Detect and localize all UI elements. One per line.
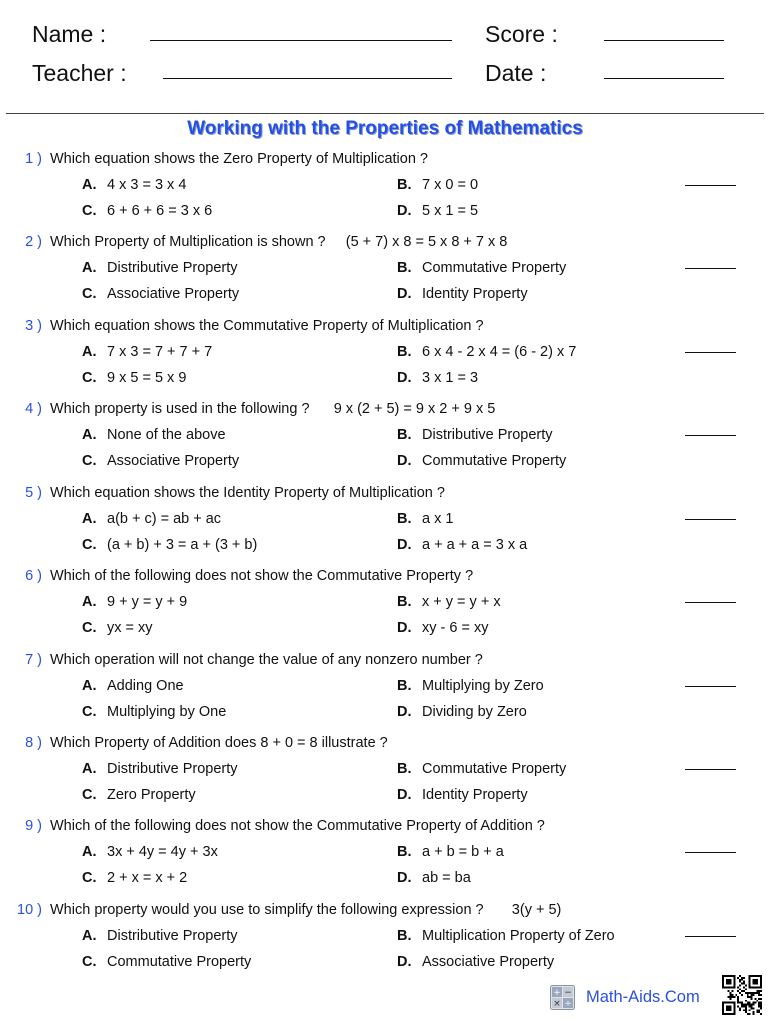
- option-letter: D.: [397, 870, 412, 886]
- option-text: Commutative Property: [422, 260, 567, 276]
- option-text: 5 x 1 = 5: [422, 203, 479, 219]
- option-letter: C.: [82, 203, 97, 219]
- option-letter: D.: [397, 787, 412, 803]
- option-letter: A.: [82, 844, 97, 860]
- option-letter: C.: [82, 370, 97, 386]
- question-6: [0, 568, 770, 652]
- option-text: a x 1: [422, 511, 454, 527]
- option-text: 7 x 3 = 7 + 7 + 7: [107, 344, 213, 360]
- option-letter: B.: [397, 427, 412, 443]
- calculator-icon: [550, 985, 575, 1010]
- answer-blank[interactable]: [685, 352, 736, 353]
- answer-option[interactable]: [397, 260, 566, 276]
- answer-option[interactable]: [397, 427, 553, 443]
- svg-text:÷: ÷: [564, 999, 572, 1009]
- answer-option[interactable]: [82, 704, 226, 720]
- question-8: [0, 735, 770, 819]
- option-letter: D.: [397, 537, 412, 553]
- answer-option[interactable]: [397, 678, 544, 694]
- option-text: a(b + c) = ab + ac: [107, 511, 222, 527]
- option-text: Multiplying by One: [107, 704, 227, 720]
- question-3: [0, 318, 770, 402]
- option-text: Commutative Property: [422, 761, 567, 777]
- option-letter: D.: [397, 704, 412, 720]
- option-text: Adding One: [107, 678, 184, 694]
- answer-option[interactable]: [82, 620, 153, 636]
- option-letter: A.: [82, 928, 97, 944]
- qr-code-icon: [722, 975, 762, 1015]
- answer-option[interactable]: [397, 870, 471, 886]
- answer-blank[interactable]: [685, 185, 736, 186]
- option-text: x + y = y + x: [422, 594, 501, 610]
- answer-blank[interactable]: [685, 852, 736, 853]
- question-number: 1 ): [25, 151, 42, 167]
- answer-option[interactable]: [82, 511, 221, 527]
- option-letter: D.: [397, 370, 412, 386]
- answer-blank[interactable]: [685, 268, 736, 269]
- option-letter: A.: [82, 427, 97, 443]
- option-letter: A.: [82, 594, 97, 610]
- answer-option[interactable]: [397, 370, 478, 386]
- option-text: Commutative Property: [422, 453, 567, 469]
- answer-blank[interactable]: [685, 936, 736, 937]
- option-text: Commutative Property: [107, 954, 252, 970]
- option-letter: C.: [82, 537, 97, 553]
- answer-option[interactable]: [82, 844, 218, 860]
- answer-option[interactable]: [397, 761, 566, 777]
- answer-option[interactable]: [397, 594, 501, 610]
- date-field[interactable]: [604, 78, 724, 79]
- answer-option[interactable]: [397, 787, 528, 803]
- option-text: Distributive Property: [107, 260, 238, 276]
- option-text: 4 x 3 = 3 x 4: [107, 177, 187, 193]
- answer-option[interactable]: [82, 344, 212, 360]
- question-2: [0, 234, 770, 318]
- option-text: Multiplication Property of Zero: [422, 928, 615, 944]
- answer-option[interactable]: [82, 870, 187, 886]
- option-text: 6 + 6 + 6 = 3 x 6: [107, 203, 213, 219]
- option-text: Dividing by Zero: [422, 704, 527, 720]
- option-letter: A.: [82, 344, 97, 360]
- option-letter: C.: [82, 286, 97, 302]
- name-label: Name :: [32, 21, 107, 47]
- question-4: [0, 401, 770, 485]
- option-letter: A.: [82, 761, 97, 777]
- option-text: Multiplying by Zero: [422, 678, 544, 694]
- date-label: Date :: [485, 60, 547, 86]
- option-text: Zero Property: [107, 787, 196, 803]
- question-text: Which of the following does not show the Commutative Property of Addition ?: [50, 818, 545, 834]
- option-text: Distributive Property: [107, 761, 238, 777]
- option-letter: C.: [82, 954, 97, 970]
- answer-option[interactable]: [82, 427, 226, 443]
- svg-text:+: +: [553, 988, 561, 998]
- option-text: 9 x 5 = 5 x 9: [107, 370, 187, 386]
- option-letter: D.: [397, 286, 412, 302]
- option-text: Identity Property: [422, 787, 528, 803]
- option-letter: B.: [397, 344, 412, 360]
- answer-option[interactable]: [397, 453, 566, 469]
- question-number: 7 ): [25, 652, 42, 668]
- question-text: Which equation shows the Commutative Property of Multiplication ?: [50, 318, 484, 334]
- option-text: yx = xy: [107, 620, 153, 636]
- option-letter: B.: [397, 177, 412, 193]
- answer-option[interactable]: [397, 344, 576, 360]
- worksheet-title: Working with the Properties of Mathematics: [187, 118, 583, 139]
- option-text: Associative Property: [422, 954, 555, 970]
- question-number: 3 ): [25, 318, 42, 334]
- answer-option[interactable]: [397, 954, 554, 970]
- answer-option[interactable]: [82, 537, 257, 553]
- answer-option[interactable]: [397, 511, 453, 527]
- option-text: 9 + y = y + 9: [107, 594, 188, 610]
- answer-option[interactable]: [82, 286, 239, 302]
- answer-option[interactable]: [82, 954, 251, 970]
- answer-option[interactable]: [82, 203, 212, 219]
- answer-option[interactable]: [82, 761, 238, 777]
- teacher-label: Teacher :: [32, 60, 127, 86]
- option-letter: B.: [397, 678, 412, 694]
- option-text: a + a + a = 3 x a: [422, 537, 528, 553]
- option-letter: B.: [397, 844, 412, 860]
- question-7: [0, 652, 770, 736]
- option-letter: D.: [397, 620, 412, 636]
- question-text: Which equation shows the Zero Property of Multiplication ?: [50, 151, 428, 167]
- option-text: xy - 6 = xy: [422, 620, 489, 636]
- question-number: 5 ): [25, 485, 42, 501]
- option-letter: D.: [397, 954, 412, 970]
- answer-option[interactable]: [397, 704, 527, 720]
- answer-option[interactable]: [397, 928, 615, 944]
- option-text: a + b = b + a: [422, 844, 504, 860]
- answer-option[interactable]: [397, 620, 488, 636]
- option-letter: D.: [397, 453, 412, 469]
- question-text: Which property would you use to simplify the following expression ? 3(y + 5): [50, 902, 562, 918]
- question-text: Which equation shows the Identity Property of Multiplication ?: [50, 485, 445, 501]
- answer-option[interactable]: [82, 370, 186, 386]
- answer-option[interactable]: [397, 203, 478, 219]
- option-letter: B.: [397, 761, 412, 777]
- answer-option[interactable]: [397, 177, 478, 193]
- name-field[interactable]: [150, 40, 452, 41]
- option-letter: B.: [397, 594, 412, 610]
- option-letter: A.: [82, 260, 97, 276]
- option-letter: C.: [82, 704, 97, 720]
- question-text: Which property is used in the following ? 9 x (2 + 5) = 9 x 2 + 9 x 5: [50, 401, 496, 417]
- option-text: ab = ba: [422, 870, 471, 886]
- question-text: Which Property of Multiplication is shown ? (5 + 7) x 8 = 5 x 8 + 7 x 8: [50, 234, 508, 250]
- answer-blank[interactable]: [685, 769, 736, 770]
- option-letter: B.: [397, 928, 412, 944]
- question-10: [0, 902, 770, 986]
- answer-blank[interactable]: [685, 686, 736, 687]
- answer-option[interactable]: [397, 844, 504, 860]
- option-letter: A.: [82, 511, 97, 527]
- answer-blank[interactable]: [685, 519, 736, 520]
- option-letter: B.: [397, 260, 412, 276]
- svg-text:−: −: [564, 988, 572, 998]
- question-text: Which of the following does not show the Commutative Property ?: [50, 568, 474, 584]
- option-text: None of the above: [107, 427, 226, 443]
- answer-blank[interactable]: [685, 602, 736, 603]
- option-text: Associative Property: [107, 453, 240, 469]
- question-number: 10 ): [17, 902, 42, 918]
- option-letter: C.: [82, 620, 97, 636]
- question-1: [0, 151, 770, 235]
- brand-link[interactable]: Math-Aids.Com: [586, 988, 700, 1006]
- answer-option[interactable]: [82, 594, 187, 610]
- answer-option[interactable]: [397, 286, 528, 302]
- option-text: 3x + 4y = 4y + 3x: [107, 844, 218, 860]
- option-letter: A.: [82, 177, 97, 193]
- svg-text:×: ×: [553, 999, 561, 1009]
- question-text: Which Property of Addition does 8 + 0 = 8 illustrate ?: [50, 735, 388, 751]
- answer-blank[interactable]: [685, 435, 736, 436]
- option-text: Associative Property: [107, 286, 240, 302]
- question-number: 6 ): [25, 568, 42, 584]
- option-text: 6 x 4 - 2 x 4 = (6 - 2) x 7: [422, 344, 577, 360]
- answer-option[interactable]: [82, 260, 238, 276]
- option-letter: B.: [397, 511, 412, 527]
- answer-option[interactable]: [82, 453, 239, 469]
- answer-option[interactable]: [82, 678, 184, 694]
- option-text: Identity Property: [422, 286, 528, 302]
- score-label: Score :: [485, 21, 558, 47]
- question-number: 9 ): [25, 818, 42, 834]
- option-letter: C.: [82, 870, 97, 886]
- score-field[interactable]: [604, 40, 724, 41]
- question-text: Which operation will not change the value of any nonzero number ?: [50, 652, 483, 668]
- header-divider: [6, 113, 764, 114]
- option-text: Distributive Property: [422, 427, 553, 443]
- teacher-field[interactable]: [163, 78, 452, 79]
- option-text: 2 + x = x + 2: [107, 870, 188, 886]
- answer-option[interactable]: [82, 177, 186, 193]
- option-letter: A.: [82, 678, 97, 694]
- question-9: [0, 818, 770, 902]
- answer-option[interactable]: [82, 787, 196, 803]
- option-text: 3 x 1 = 3: [422, 370, 479, 386]
- question-5: [0, 485, 770, 569]
- option-text: (a + b) + 3 = a + (3 + b): [107, 537, 258, 553]
- option-letter: C.: [82, 453, 97, 469]
- option-letter: D.: [397, 203, 412, 219]
- question-number: 2 ): [25, 234, 42, 250]
- option-text: 7 x 0 = 0: [422, 177, 479, 193]
- answer-option[interactable]: [82, 928, 238, 944]
- option-text: Distributive Property: [107, 928, 238, 944]
- question-number: 8 ): [25, 735, 42, 751]
- answer-option[interactable]: [397, 537, 527, 553]
- question-number: 4 ): [25, 401, 42, 417]
- option-letter: C.: [82, 787, 97, 803]
